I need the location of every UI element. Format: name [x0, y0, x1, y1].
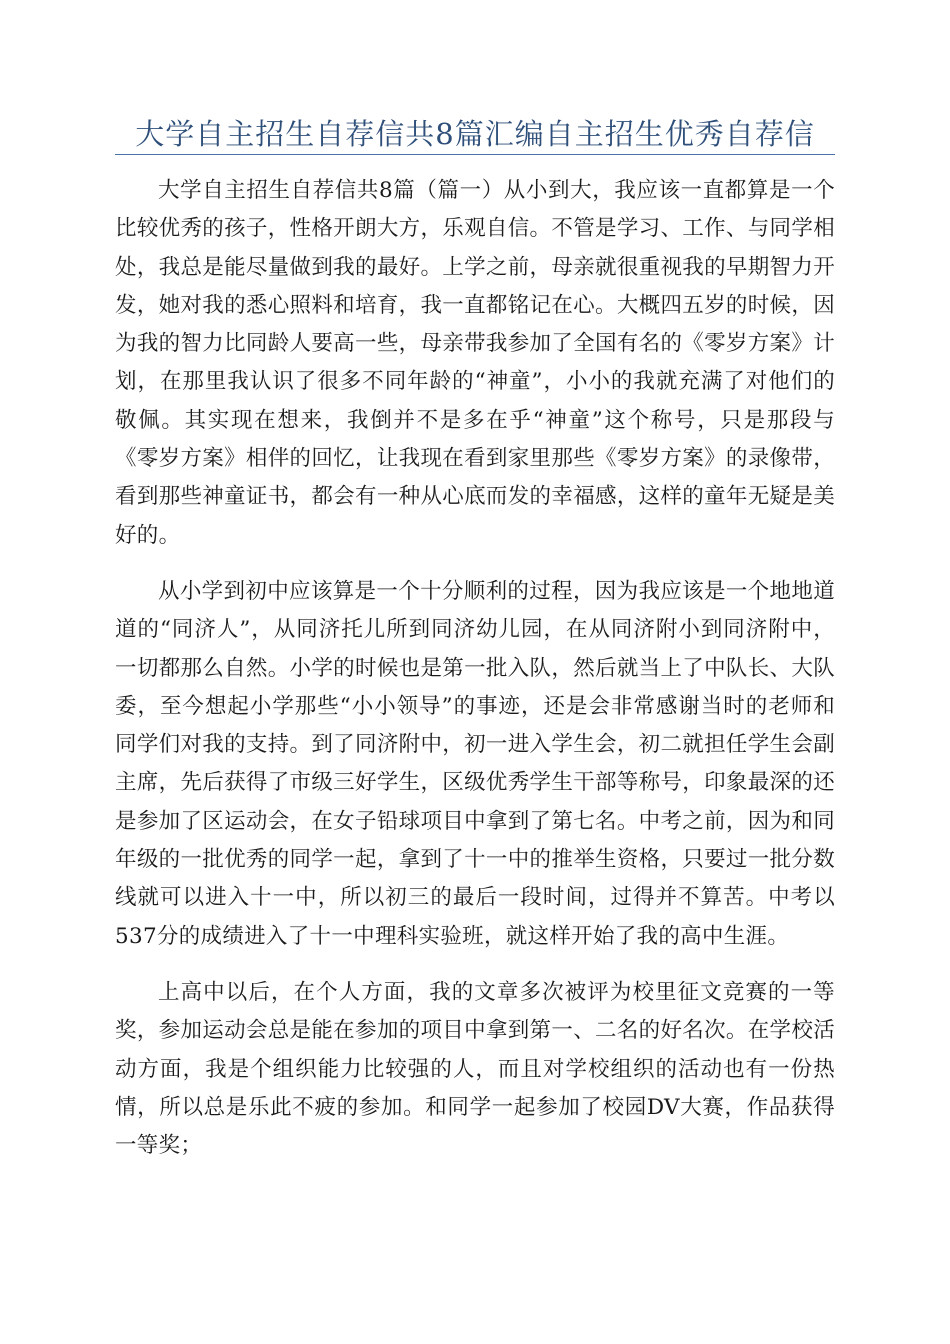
paragraph-1: 大学自主招生自荐信共8篇（篇一）从小到大，我应该一直都算是一个比较优秀的孩子，性格开朗大方，乐观自信。不管是学习、工作、与同学相处，我总是能尽量做到我的最好。上学之前，母亲就很重视我的早期智力开发，她对我的悉心照料和培育，我一直都铭记在心。大概四五岁的时候，因为我的智力比同龄人要高一些，母亲带我参加了全国有名的《零岁方案》计划，在那里我认识了很多不同年龄的“神童”，小小的我就充满了对他们的敬佩。其实现在想来，我倒并不是多在乎“神童”这个称号，只是那段与《零岁方案》相伴的回忆，让我现在看到家里那些《零岁方案》的录像带，看到那些神童证书，都会有一种从心底而发的幸福感，这样的童年无疑是美好的。 [115, 178, 835, 548]
paragraph-3: 上高中以后，在个人方面，我的文章多次被评为校里征文竞赛的一等奖，参加运动会总是能在参加的项目中拿到第一、二名的好名次。在学校活动方面，我是个组织能力比较强的人，而且对学校组织的活动也有一份热情，所以总是乐此不疲的参加。和同学一起参加了校园DV大赛，作品获得一等奖； [115, 979, 835, 1159]
document-title: 大学自主招生自荐信共8篇汇编自主招生优秀自荐信 [135, 117, 815, 151]
paragraph-2: 从小学到初中应该算是一个十分顺利的过程，因为我应该是一个地地道道的“同济人”，从同济托儿所到同济幼儿园，在从同济附小到同济附中，一切都那么自然。小学的时候也是第一批入队，然后就当上了中队长、大队委，至今想起小学那些“小小领导”的事迹，还是会非常感谢当时的老师和同学们对我的支持。到了同济附中，初一进入学生会，初二就担任学生会副主席，先后获得了市级三好学生，区级优秀学生干部等称号，印象最深的还是参加了区运动会，在女子铅球项目中拿到了第七名。中考之前，因为和同年级的一批优秀的同学一起，拿到了十一中的推举生资格，只要过一批分数线就可以进入十一中，所以初三的最后一段时间，过得并不算苦。中考以537分的成绩进入了十一中理科实验班，就这样开始了我的高中生涯。 [115, 578, 835, 949]
title-underline [115, 154, 835, 155]
document-body [115, 172, 835, 1183]
